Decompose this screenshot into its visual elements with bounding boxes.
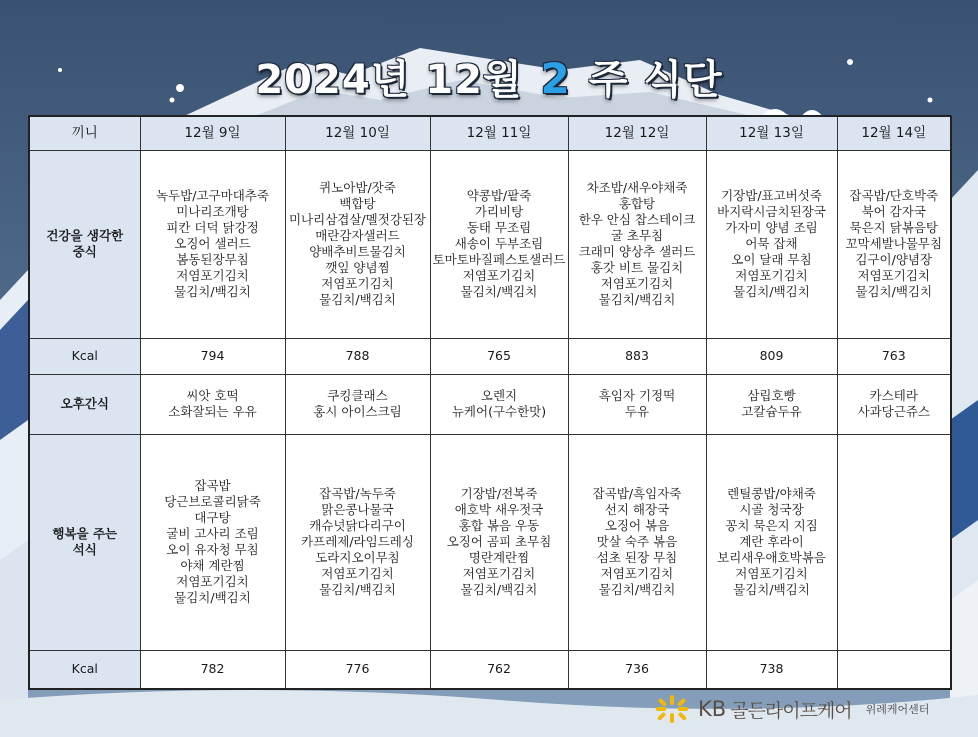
dinner-dish: 대구탕 — [194, 510, 231, 525]
dinner-kcal-value: 736 — [568, 650, 706, 689]
dinner-label — [29, 434, 140, 650]
lunch-dish: 저염포기김치 — [176, 268, 249, 283]
week-number: 2 — [540, 54, 571, 103]
weekly-menu-table — [28, 115, 952, 690]
dinner-dish: 오징어 곰피 초무침 — [446, 534, 552, 549]
lunch-dish: 피칸 더덕 닭강정 — [166, 220, 259, 235]
lunch-menu-cell — [568, 150, 706, 338]
lunch-menu-cell — [285, 150, 430, 338]
snack-menu-cell — [706, 374, 837, 434]
lunch-kcal-row — [29, 338, 951, 374]
snack-dish: 사과당근쥬스 — [857, 404, 930, 419]
lunch-dish: 묵은지 닭볶음탕 — [849, 220, 938, 235]
dinner-dish: 저염포기김치 — [735, 566, 808, 581]
logo-brand: KB — [698, 697, 727, 721]
lunch-dish: 깻잎 양념찜 — [325, 260, 390, 275]
header-row — [29, 116, 951, 150]
snack-dish: 카스테라 — [869, 388, 918, 403]
dinner-dish: 저염포기김치 — [600, 566, 674, 581]
lunch-dish: 퀴노아밥/잣죽 — [319, 180, 396, 195]
lunch-kcal-value: 763 — [837, 338, 951, 374]
snack-dish: 홍시 아이스크림 — [313, 404, 402, 419]
lunch-label — [29, 150, 140, 338]
dinner-dish: 캐슈넛닭다리구이 — [309, 518, 406, 533]
lunch-dish: 동태 무조림 — [466, 220, 532, 235]
lunch-kcal-value: 765 — [430, 338, 568, 374]
dinner-kcal-value: 782 — [140, 650, 285, 689]
snack-dish: 두유 — [624, 404, 650, 419]
dinner-dish: 오이 유자청 무침 — [166, 542, 259, 557]
logo-subtitle: 위례케어센터 — [865, 703, 930, 716]
lunch-kcal-value: 794 — [140, 338, 285, 374]
day-header: 12월 10일 — [285, 116, 430, 150]
lunch-dish: 꼬막세발나물무침 — [845, 236, 943, 251]
lunch-kcal-value: 788 — [285, 338, 430, 374]
day-header: 12월 11일 — [430, 116, 568, 150]
dinner-dish: 카프레제/라임드레싱 — [301, 534, 414, 549]
dinner-kcal-label: Kcal — [29, 650, 140, 689]
snack-row — [29, 374, 951, 434]
dinner-dish: 오징어 볶음 — [604, 518, 670, 533]
lunch-dish: 잡곡밥/단호박죽 — [849, 188, 939, 203]
lunch-dish: 양배추비트물김치 — [309, 244, 406, 259]
lunch-dish: 가자미 양념 조림 — [725, 220, 818, 235]
dinner-dish: 도라지오이무침 — [315, 550, 400, 565]
day-header: 12월 9일 — [140, 116, 285, 150]
lunch-menu-cell — [430, 150, 568, 338]
snack-menu-cell — [837, 374, 951, 434]
lunch-dish: 물김치/백김치 — [319, 292, 396, 307]
lunch-dish: 물김치/백김치 — [460, 284, 538, 299]
day-header: 12월 12일 — [568, 116, 706, 150]
dinner-dish: 잡곡밥/흑임자죽 — [592, 486, 682, 501]
dinner-dish: 잡곡밥 — [194, 478, 231, 493]
snack-dish: 흑임자 기정떡 — [598, 388, 676, 403]
snack-menu-cell — [140, 374, 285, 434]
dinner-menu-cell — [706, 434, 837, 650]
dinner-dish: 시골 청국장 — [739, 502, 804, 517]
snack-menu-cell — [568, 374, 706, 434]
day-header: 12월 14일 — [837, 116, 951, 150]
lunch-menu-cell — [140, 150, 285, 338]
lunch-dish: 물김치/백김치 — [733, 284, 810, 299]
snack-label: 오후간식 — [29, 374, 140, 434]
lunch-dish: 오징어 샐러드 — [174, 236, 251, 251]
lunch-dish: 바지락시금치된장국 — [717, 204, 826, 219]
snack-dish: 오렌지 — [480, 388, 518, 403]
dinner-kcal-value: 762 — [430, 650, 568, 689]
lunch-menu-cell — [706, 150, 837, 338]
lunch-dish: 기장밥/표고버섯죽 — [721, 188, 822, 203]
dinner-dish: 애호박 새우젓국 — [454, 502, 544, 517]
snack-dish: 고칼슘두유 — [741, 404, 802, 419]
dinner-label-line: 행복을 주는 — [52, 526, 118, 541]
lunch-dish: 크래미 양상추 샐러드 — [578, 244, 696, 259]
snack-dish: 삼립호빵 — [747, 388, 796, 403]
corner-header: 끼니 — [29, 116, 140, 150]
lunch-dish: 저염포기김치 — [462, 268, 536, 283]
dinner-dish: 굴비 고사리 조림 — [166, 526, 259, 541]
dinner-kcal-value — [837, 650, 951, 689]
lunch-dish: 차조밥/새우야채죽 — [586, 180, 688, 195]
dinner-dish: 꽁치 묵은지 지짐 — [725, 518, 818, 533]
lunch-row — [29, 150, 951, 338]
dinner-menu-cell — [285, 434, 430, 650]
dinner-dish: 당근브로콜리닭죽 — [164, 494, 261, 509]
lunch-dish: 가리비탕 — [474, 204, 524, 219]
dinner-dish: 홍합 볶음 우동 — [458, 518, 540, 533]
kb-golden-life-care-logo — [652, 692, 929, 726]
lunch-dish: 물김치/백김치 — [174, 284, 251, 299]
dinner-dish: 물김치/백김치 — [460, 582, 538, 597]
lunch-dish: 미나리삼겹살/멜젓강된장 — [288, 212, 427, 227]
dinner-dish: 저염포기김치 — [462, 566, 536, 581]
lunch-dish: 토마토바질페스토샐러드 — [432, 252, 566, 267]
lunch-dish: 김구이/양념장 — [855, 252, 933, 267]
lunch-kcal-value: 883 — [568, 338, 706, 374]
dinner-dish: 맛살 숙주 볶음 — [596, 534, 678, 549]
lunch-dish: 저염포기김치 — [321, 276, 394, 291]
lunch-dish: 북어 감자국 — [861, 204, 926, 219]
dinner-dish: 물김치/백김치 — [319, 582, 396, 597]
snack-dish: 씨앗 호떡 — [186, 388, 239, 403]
lunch-kcal-value: 809 — [706, 338, 837, 374]
dinner-dish: 야채 계란찜 — [180, 558, 245, 573]
title-prefix: 2024년 12월 — [255, 57, 523, 103]
dinner-dish: 물김치/백김치 — [174, 590, 251, 605]
dinner-dish: 계란 후라이 — [739, 534, 804, 549]
dinner-menu-cell — [140, 434, 285, 650]
lunch-dish: 백합탕 — [339, 196, 376, 211]
lunch-menu-cell — [837, 150, 951, 338]
lunch-dish: 저염포기김치 — [600, 276, 674, 291]
lunch-dish: 새송이 두부조림 — [454, 236, 544, 251]
lunch-dish: 굴 초무침 — [610, 228, 664, 243]
day-header: 12월 13일 — [706, 116, 837, 150]
lunch-dish: 한우 안심 찹스테이크 — [578, 212, 696, 227]
lunch-dish: 녹두밥/고구마대추죽 — [156, 188, 269, 203]
lunch-dish: 봄동된장무침 — [176, 252, 249, 267]
lunch-dish: 물김치/백김치 — [598, 292, 676, 307]
snack-menu-cell — [430, 374, 568, 434]
dinner-dish: 선지 해장국 — [604, 502, 670, 517]
lunch-dish: 홍합탕 — [618, 196, 656, 211]
snack-dish: 뉴케어(구수한맛) — [451, 404, 547, 419]
dinner-menu-cell — [837, 434, 951, 650]
dinner-dish: 맑은콩나물국 — [321, 502, 394, 517]
dinner-kcal-value: 738 — [706, 650, 837, 689]
snack-dish: 쿠킹클래스 — [327, 388, 388, 403]
dinner-kcal-row — [29, 650, 951, 689]
dinner-dish: 기장밥/전복죽 — [460, 486, 538, 501]
dinner-dish: 저염포기김치 — [321, 566, 394, 581]
dinner-dish: 섬초 된장 무침 — [596, 550, 678, 565]
lunch-dish: 어묵 잡채 — [745, 236, 798, 251]
lunch-dish: 약콩밥/팥죽 — [466, 188, 532, 203]
lunch-dish: 홍갓 비트 물김치 — [590, 260, 684, 275]
dinner-dish: 명란계란찜 — [468, 550, 530, 565]
dinner-label-line: 석식 — [72, 542, 97, 557]
snack-dish: 소화잘되는 우유 — [168, 404, 257, 419]
lunch-dish: 매란감자샐러드 — [315, 228, 400, 243]
kb-star-icon — [652, 694, 692, 724]
lunch-dish: 저염포기김치 — [857, 268, 930, 283]
lunch-dish: 저염포기김치 — [735, 268, 808, 283]
dinner-row — [29, 434, 951, 650]
lunch-label-line: 중식 — [72, 244, 97, 259]
page-title — [0, 48, 978, 105]
dinner-dish: 물김치/백김치 — [733, 582, 810, 597]
lunch-kcal-label: Kcal — [29, 338, 140, 374]
title-suffix: 주 식단 — [588, 57, 723, 103]
dinner-kcal-value: 776 — [285, 650, 430, 689]
dinner-dish: 렌틸콩밥/야채죽 — [727, 486, 816, 501]
lunch-dish: 미나리조개탕 — [176, 204, 249, 219]
logo-name: 골든라이프케어 — [730, 699, 852, 722]
dinner-menu-cell — [568, 434, 706, 650]
dinner-dish: 물김치/백김치 — [598, 582, 676, 597]
lunch-dish: 오이 달래 무침 — [731, 252, 812, 267]
lunch-label-line: 건강을 생각한 — [46, 228, 124, 243]
dinner-menu-cell — [430, 434, 568, 650]
snack-menu-cell — [285, 374, 430, 434]
dinner-dish: 보리새우애호박볶음 — [717, 550, 826, 565]
dinner-dish: 잡곡밥/녹두죽 — [319, 486, 396, 501]
lunch-dish: 물김치/백김치 — [855, 284, 933, 299]
dinner-dish: 저염포기김치 — [176, 574, 249, 589]
